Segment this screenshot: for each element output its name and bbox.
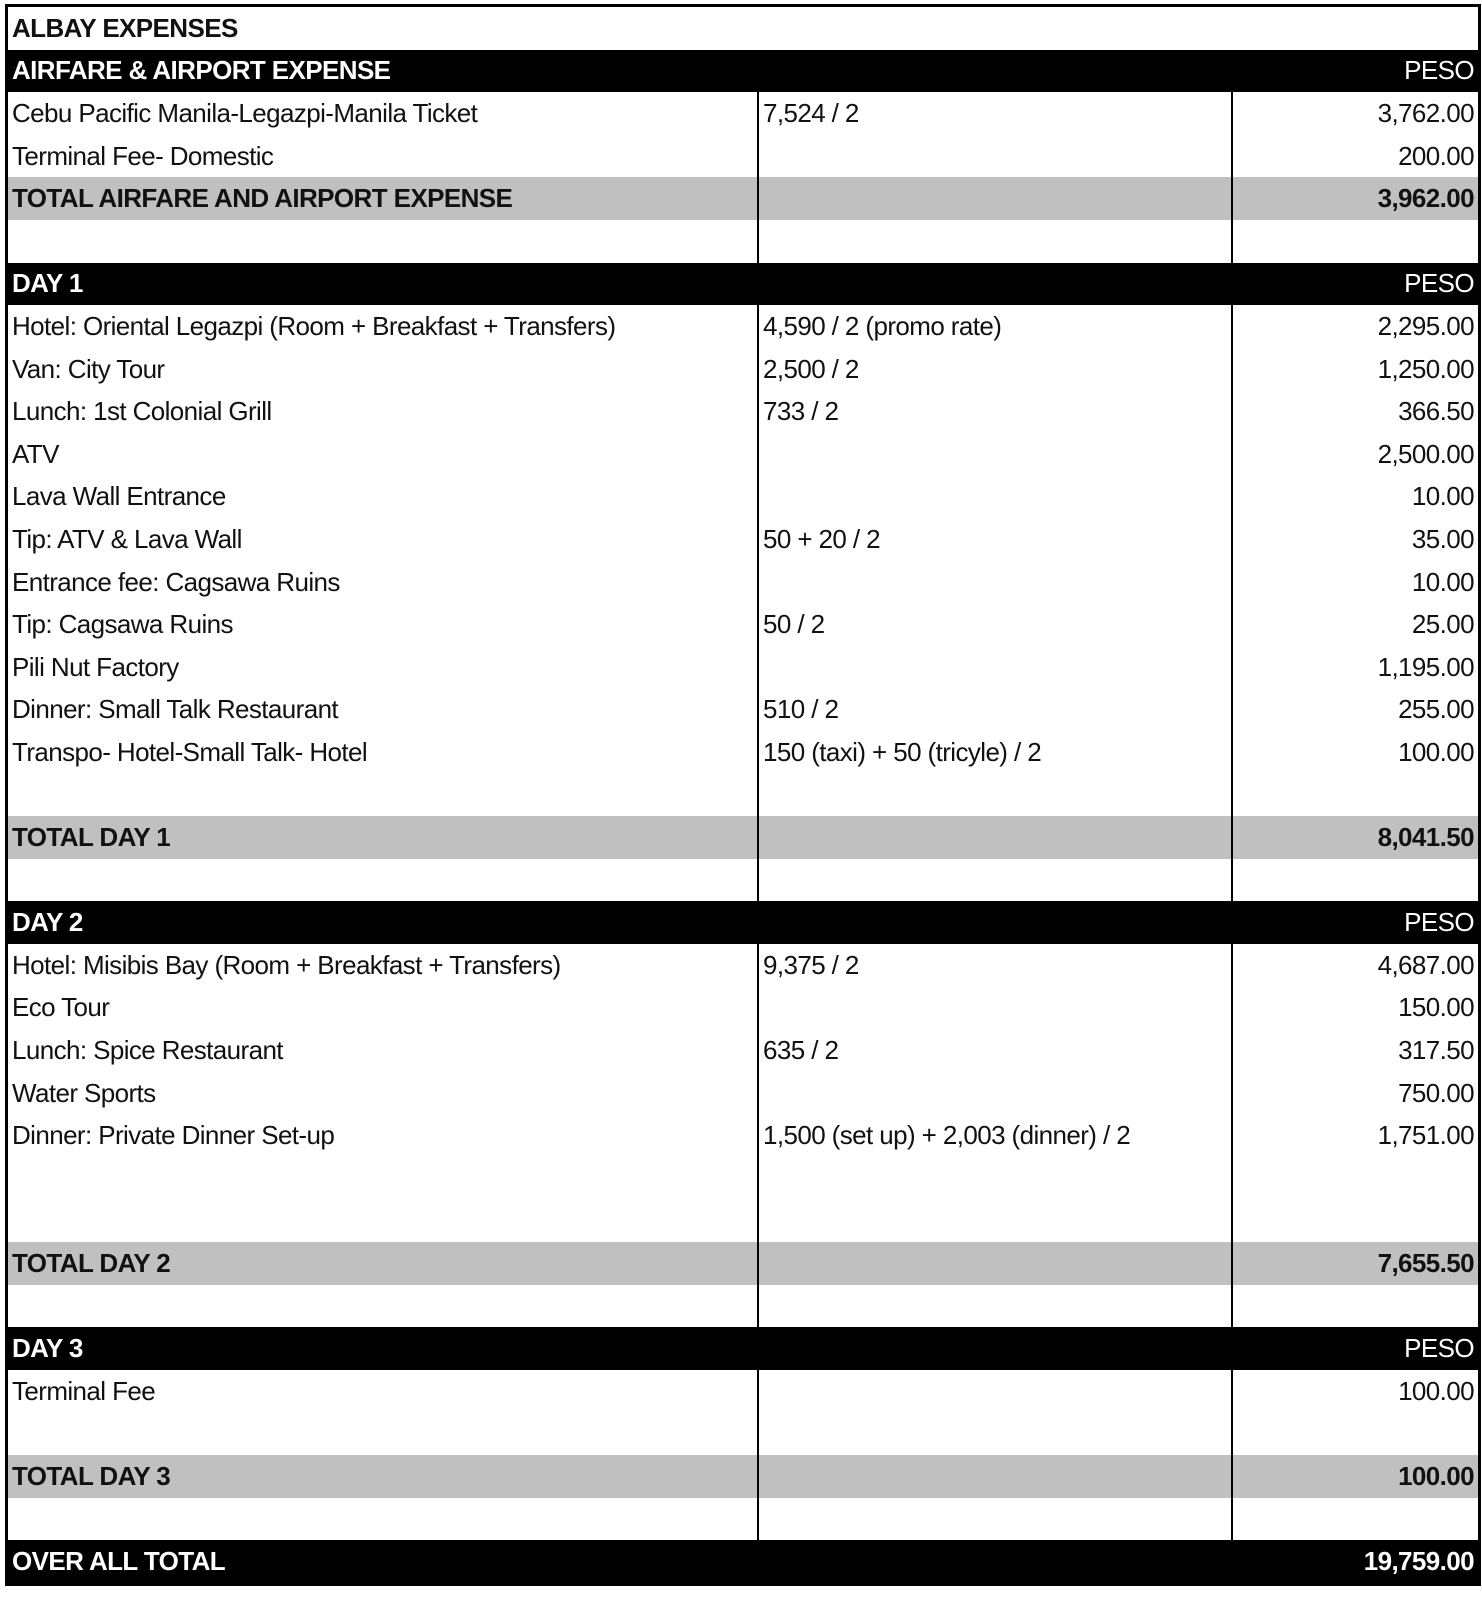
- blank-cell: [8, 1285, 758, 1328]
- expense-row: [8, 731, 1478, 774]
- expense-description: Tip: ATV & Lava Wall: [12, 523, 242, 554]
- expense-description: Transpo- Hotel-Small Talk- Hotel: [12, 736, 368, 767]
- expense-description: Dinner: Private Dinner Set-up: [12, 1120, 335, 1151]
- expense-calculation: 510 / 2: [758, 689, 1232, 732]
- blank-row: [8, 1285, 1478, 1328]
- section-total-amount: 100.00: [1232, 1455, 1478, 1498]
- blank-cell: [1232, 1200, 1478, 1243]
- expense-amount: 100.00: [1232, 1370, 1478, 1413]
- blank-row: [8, 859, 1478, 902]
- expense-table: [8, 7, 1478, 1583]
- expense-amount: 750.00: [1232, 1072, 1478, 1115]
- blank-cell: [8, 220, 758, 263]
- section-header-row: [8, 901, 1478, 944]
- expense-amount: 366.50: [1232, 390, 1478, 433]
- expense-calculation: [758, 1072, 1232, 1115]
- expense-calculation: 9,375 / 2: [758, 944, 1232, 987]
- expense-amount: 25.00: [1232, 603, 1478, 646]
- blank-row: [8, 1200, 1478, 1243]
- expense-amount: 200.00: [1232, 135, 1478, 178]
- expense-amount: 4,687.00: [1232, 944, 1478, 987]
- expense-row: [8, 603, 1478, 646]
- expense-amount: 3,762.00: [1232, 92, 1478, 135]
- expense-row: [8, 646, 1478, 689]
- expense-amount: 1,195.00: [1232, 646, 1478, 689]
- expense-calculation: [758, 476, 1232, 519]
- blank-cell: [8, 1200, 758, 1243]
- expense-calculation: 2,500 / 2: [758, 348, 1232, 391]
- section-total-spacer: [758, 177, 1232, 220]
- blank-cell: [1232, 774, 1478, 817]
- blank-cell: [758, 220, 1232, 263]
- expense-calculation: [758, 433, 1232, 476]
- section-total-row: [8, 1455, 1478, 1498]
- section-total-label: TOTAL DAY 3: [8, 1455, 758, 1498]
- expense-amount: 1,250.00: [1232, 348, 1478, 391]
- expense-row: [8, 987, 1478, 1030]
- expense-calculation: 1,500 (set up) + 2,003 (dinner) / 2: [758, 1114, 1232, 1157]
- blank-cell: [8, 859, 758, 902]
- blank-cell: [8, 774, 758, 817]
- expense-description: Cebu Pacific Manila-Legazpi-Manila Ticket: [12, 97, 478, 128]
- currency-label: PESO: [1232, 901, 1478, 944]
- section-total-row: [8, 816, 1478, 859]
- currency-label: PESO: [1232, 50, 1478, 93]
- section-header-row: [8, 263, 1478, 306]
- section-header-row: [8, 1327, 1478, 1370]
- section-total-amount: 3,962.00: [1232, 177, 1478, 220]
- blank-cell: [8, 1498, 758, 1541]
- expense-calculation: 4,590 / 2 (promo rate): [758, 305, 1232, 348]
- expense-row: [8, 689, 1478, 732]
- expense-row: [8, 1370, 1478, 1413]
- expense-calculation: [758, 646, 1232, 689]
- expense-calculation: [758, 1370, 1232, 1413]
- expense-amount: 10.00: [1232, 561, 1478, 604]
- section-total-spacer: [758, 1242, 1232, 1285]
- blank-cell: [1232, 1157, 1478, 1200]
- expense-row: [8, 518, 1478, 561]
- blank-cell: [758, 1498, 1232, 1541]
- expense-row: [8, 348, 1478, 391]
- grand-total-amount: 19,759.00: [1232, 1540, 1478, 1583]
- expense-description: Entrance fee: Cagsawa Ruins: [12, 566, 340, 597]
- expense-row: [8, 561, 1478, 604]
- expense-description: Terminal Fee: [12, 1375, 156, 1406]
- expense-amount: 35.00: [1232, 518, 1478, 561]
- expense-amount: 255.00: [1232, 689, 1478, 732]
- section-total-label: TOTAL DAY 2: [8, 1242, 758, 1285]
- expense-amount: 10.00: [1232, 476, 1478, 519]
- expense-calculation: [758, 987, 1232, 1030]
- section-total-row: [8, 177, 1478, 220]
- sheet-title-row: [8, 7, 1478, 50]
- blank-cell: [758, 1413, 1232, 1456]
- blank-cell: [758, 1285, 1232, 1328]
- expense-row: [8, 305, 1478, 348]
- section-header-label: DAY 1: [8, 263, 1232, 306]
- expense-amount: 2,295.00: [1232, 305, 1478, 348]
- expense-description: Terminal Fee- Domestic: [12, 140, 274, 171]
- expense-calculation: 635 / 2: [758, 1029, 1232, 1072]
- section-header-label: DAY 2: [8, 901, 1232, 944]
- blank-cell: [1232, 1413, 1478, 1456]
- blank-cell: [1232, 859, 1478, 902]
- expense-amount: 2,500.00: [1232, 433, 1478, 476]
- expense-row: [8, 1029, 1478, 1072]
- grand-total-row: [8, 1540, 1478, 1583]
- expense-row: [8, 390, 1478, 433]
- section-total-spacer: [758, 1455, 1232, 1498]
- section-header-label: DAY 3: [8, 1327, 1232, 1370]
- expense-calculation: [758, 135, 1232, 178]
- blank-row: [8, 1413, 1478, 1456]
- expense-description: Lunch: Spice Restaurant: [12, 1035, 283, 1066]
- section-total-label: TOTAL AIRFARE AND AIRPORT EXPENSE: [8, 177, 758, 220]
- expense-row: [8, 944, 1478, 987]
- expense-description: Hotel: Misibis Bay (Room + Breakfast + Transfers): [12, 949, 561, 980]
- expense-description: Lunch: 1st Colonial Grill: [12, 396, 272, 427]
- blank-cell: [758, 1157, 1232, 1200]
- blank-row: [8, 220, 1478, 263]
- section-header-label: AIRFARE & AIRPORT EXPENSE: [8, 50, 1232, 93]
- blank-row: [8, 1498, 1478, 1541]
- expense-calculation: 50 + 20 / 2: [758, 518, 1232, 561]
- blank-cell: [8, 1157, 758, 1200]
- expense-calculation: 7,524 / 2: [758, 92, 1232, 135]
- section-total-spacer: [758, 816, 1232, 859]
- blank-cell: [1232, 1498, 1478, 1541]
- expense-calculation: [758, 561, 1232, 604]
- expense-description: Hotel: Oriental Legazpi (Room + Breakfast + Transfers): [12, 310, 616, 341]
- blank-cell: [1232, 1285, 1478, 1328]
- expense-row: [8, 92, 1478, 135]
- section-total-amount: 7,655.50: [1232, 1242, 1478, 1285]
- expense-calculation: 150 (taxi) + 50 (tricyle) / 2: [758, 731, 1232, 774]
- section-total-label: TOTAL DAY 1: [8, 816, 758, 859]
- expense-row: [8, 476, 1478, 519]
- expense-calculation: 733 / 2: [758, 390, 1232, 433]
- blank-row: [8, 1157, 1478, 1200]
- section-total-amount: 8,041.50: [1232, 816, 1478, 859]
- expense-calculation: 50 / 2: [758, 603, 1232, 646]
- blank-cell: [758, 859, 1232, 902]
- currency-label: PESO: [1232, 1327, 1478, 1370]
- expense-description: Pili Nut Factory: [12, 651, 179, 682]
- expense-amount: 1,751.00: [1232, 1114, 1478, 1157]
- expense-description: Eco Tour: [12, 992, 110, 1023]
- expense-description: Water Sports: [12, 1077, 156, 1108]
- grand-total-label: OVER ALL TOTAL: [8, 1540, 1232, 1583]
- expense-row: [8, 135, 1478, 178]
- section-total-row: [8, 1242, 1478, 1285]
- blank-cell: [8, 1413, 758, 1456]
- expense-row: [8, 1114, 1478, 1157]
- currency-label: PESO: [1232, 263, 1478, 306]
- blank-cell: [758, 774, 1232, 817]
- expense-amount: 150.00: [1232, 987, 1478, 1030]
- expense-amount: 317.50: [1232, 1029, 1478, 1072]
- blank-row: [8, 774, 1478, 817]
- expense-description: Lava Wall Entrance: [12, 481, 226, 512]
- expense-description: Dinner: Small Talk Restaurant: [12, 694, 339, 725]
- expense-row: [8, 1072, 1478, 1115]
- expense-amount: 100.00: [1232, 731, 1478, 774]
- expense-description: Van: City Tour: [12, 353, 165, 384]
- expense-sheet: [5, 4, 1481, 1586]
- sheet-title: ALBAY EXPENSES: [8, 7, 1478, 50]
- blank-cell: [758, 1200, 1232, 1243]
- section-header-row: [8, 50, 1478, 93]
- expense-row: [8, 433, 1478, 476]
- expense-description: Tip: Cagsawa Ruins: [12, 609, 233, 640]
- expense-description: ATV: [12, 438, 59, 469]
- blank-cell: [1232, 220, 1478, 263]
